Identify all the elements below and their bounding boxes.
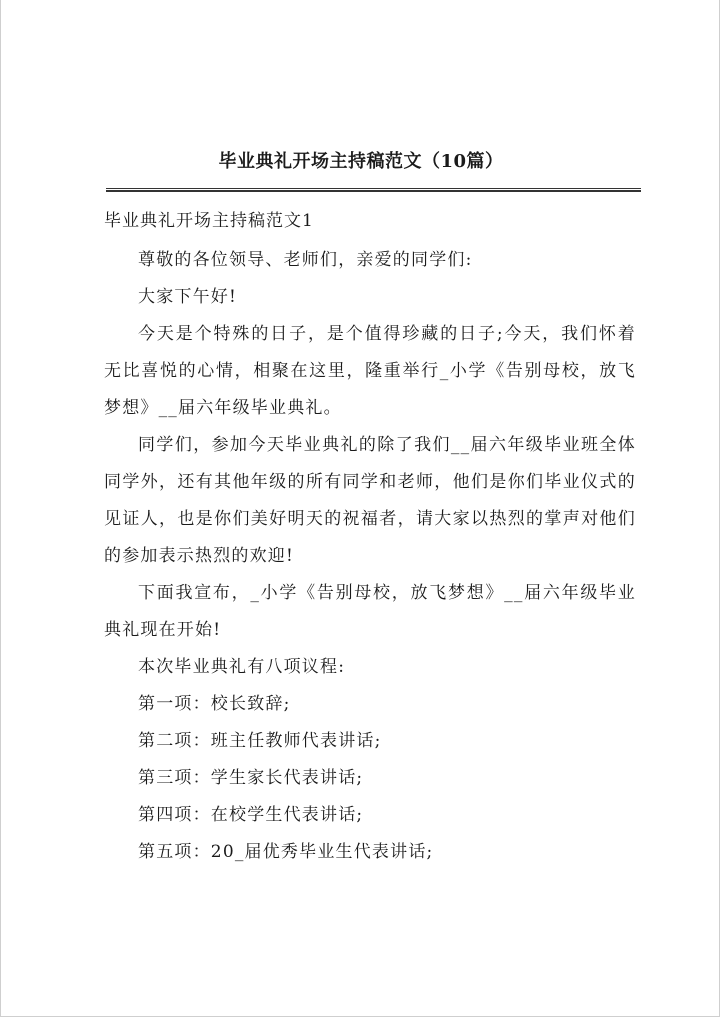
agenda-item: 第四项：在校学生代表讲话;: [138, 805, 364, 825]
paragraph-welcome: 同学们，参加今天毕业典礼的除了我们__届六年级毕业班全体同学外，还有其他年级的所有同学和老师，他们是你们毕业仪式的见证人，也是你们美好明天的祝福者，请大家以热烈的掌声对他们的参加表示热烈的欢迎!: [104, 435, 636, 566]
title-divider: [106, 188, 641, 192]
document-title: 毕业典礼开场主持稿范文（10篇）: [218, 151, 504, 172]
paragraph-greeting: 尊敬的各位领导、老师们，亲爱的同学们:: [138, 250, 473, 270]
agenda-item: 第五项：20_届优秀毕业生代表讲话;: [138, 842, 434, 862]
agenda-item: 第二项：班主任教师代表讲话;: [138, 731, 382, 751]
section-heading: 毕业典礼开场主持稿范文1: [104, 211, 314, 231]
paragraph-opening: 今天是个特殊的日子，是个值得珍藏的日子;今天，我们怀着无比喜悦的心情，相聚在这里，隆重举行_小学《告别母校，放飞梦想》__届六年级毕业典礼。: [104, 324, 636, 418]
agenda-item: 第一项：校长致辞;: [138, 694, 291, 714]
agenda-item: 第三项：学生家长代表讲话;: [138, 768, 364, 788]
paragraph-good-afternoon: 大家下午好!: [138, 287, 238, 307]
document-body: [104, 242, 636, 871]
paragraph-announcement: 下面我宣布，_小学《告别母校，放飞梦想》__届六年级毕业典礼现在开始!: [104, 583, 636, 640]
paragraph-agenda-intro: 本次毕业典礼有八项议程:: [138, 657, 346, 677]
